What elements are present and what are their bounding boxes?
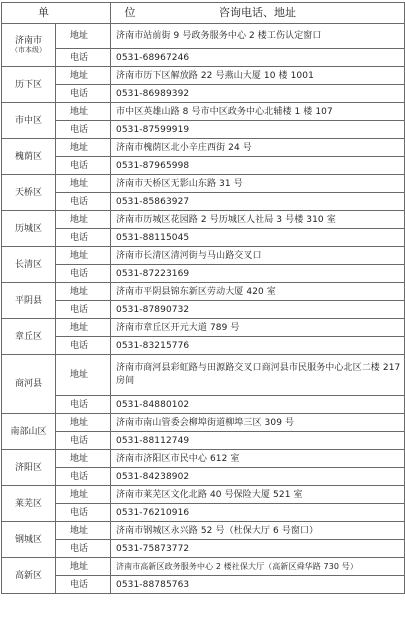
phone-value: 0531-68967246: [111, 49, 405, 67]
table-row: [2, 414, 405, 432]
table-row: [2, 522, 405, 540]
table-row: [2, 67, 405, 85]
address-label: 地址: [56, 103, 111, 121]
address-value: 济南市高新区政务服务中心 2 楼社保大厅（高新区舜华路 730 号）: [111, 558, 405, 576]
address-value: 济南市站前街 9 号政务服务中心 2 楼工伤认定窗口: [111, 24, 405, 49]
address-label: 地址: [56, 558, 111, 576]
district-label: 历城区: [14, 223, 42, 234]
phone-label: 电话: [56, 193, 111, 211]
phone-label: 电话: [56, 432, 111, 450]
address-value: 济南市济阳区市民中心 612 室: [111, 450, 405, 468]
address-value: 济南市商河县彩虹路与田源路交叉口商河县市民服务中心北区二楼 217 房间: [111, 355, 405, 396]
phone-value: 0531-87223169: [111, 265, 405, 283]
table-row: [2, 175, 405, 193]
address-value: 济南市南山管委会柳埠街道柳埠三区 309 号: [111, 414, 405, 432]
table-row: [2, 211, 405, 229]
table-row: [2, 193, 405, 211]
table-row: [2, 450, 405, 468]
phone-label: 电话: [56, 157, 111, 175]
address-label: 地址: [56, 414, 111, 432]
table-row: [2, 540, 405, 558]
table-body: [2, 24, 405, 594]
district-name: [2, 319, 56, 355]
district-name: [2, 103, 56, 139]
phone-value: 0531-84238902: [111, 468, 405, 486]
header-unit: 单 位: [2, 3, 111, 24]
district-label: 平阴县: [14, 295, 42, 306]
address-label: 地址: [56, 24, 111, 49]
district-name: [2, 558, 56, 594]
table-row: [2, 432, 405, 450]
table-row: [2, 558, 405, 576]
district-name: [2, 24, 56, 67]
district-label: 长清区: [14, 259, 42, 270]
address-label: 地址: [56, 355, 111, 396]
phone-label: 电话: [56, 301, 111, 319]
table-row: [2, 486, 405, 504]
phone-label: 电话: [56, 504, 111, 522]
phone-label: 电话: [56, 540, 111, 558]
phone-value: 0531-83215776: [111, 337, 405, 355]
contact-directory: [1, 2, 404, 622]
district-name: [2, 247, 56, 283]
phone-value: 0531-87599919: [111, 121, 405, 139]
table-row: [2, 337, 405, 355]
phone-value: 0531-75873772: [111, 540, 405, 558]
address-label: 地址: [56, 211, 111, 229]
table-row: [2, 319, 405, 337]
phone-value: 0531-76210916: [111, 504, 405, 522]
address-label: 地址: [56, 522, 111, 540]
district-label: 市中区: [14, 115, 42, 126]
table-row: [2, 24, 405, 49]
phone-value: 0531-88115045: [111, 229, 405, 247]
table-row: [2, 121, 405, 139]
table-row: [2, 355, 405, 396]
table-row: [2, 265, 405, 283]
phone-value: 0531-86989392: [111, 85, 405, 103]
district-label: 南部山区: [10, 426, 47, 437]
phone-label: 电话: [56, 49, 111, 67]
address-value: 济南市章丘区开元大道 789 号: [111, 319, 405, 337]
phone-label: 电话: [56, 396, 111, 414]
district-label: 济南市: [14, 36, 42, 46]
phone-label: 电话: [56, 576, 111, 594]
district-name: [2, 175, 56, 211]
header-row: [2, 3, 405, 24]
district-label: 济阳区: [14, 462, 42, 473]
table-row: [2, 139, 405, 157]
table-row: [2, 504, 405, 522]
district-label: 天桥区: [14, 187, 42, 198]
address-label: 地址: [56, 486, 111, 504]
district-label: 商河县: [14, 379, 42, 389]
address-label: 地址: [56, 450, 111, 468]
district-name: [2, 486, 56, 522]
address-label: 地址: [56, 67, 111, 85]
district-name: [2, 211, 56, 247]
phone-label: 电话: [56, 229, 111, 247]
phone-value: 0531-88112749: [111, 432, 405, 450]
address-value: 济南市天桥区无影山东路 31 号: [111, 175, 405, 193]
table-row: [2, 247, 405, 265]
header-contact: 咨询电话、地址: [111, 3, 405, 24]
phone-label: 电话: [56, 265, 111, 283]
district-sublabel: （市本级）: [11, 46, 46, 54]
district-name: [2, 414, 56, 450]
address-label: 地址: [56, 283, 111, 301]
district-name: [2, 522, 56, 558]
phone-label: 电话: [56, 121, 111, 139]
table-row: [2, 85, 405, 103]
table-row: [2, 396, 405, 414]
district-label: 槐荫区: [14, 151, 42, 162]
address-value: 济南市莱芜区文化北路 40 号保险大厦 521 室: [111, 486, 405, 504]
district-label: 高新区: [14, 570, 42, 581]
district-name: [2, 67, 56, 103]
address-value: 济南市历下区解放路 22 号燕山大厦 10 楼 1001: [111, 67, 405, 85]
address-value: 济南市钢城区永兴路 52 号（杜保大厅 6 号窗口）: [111, 522, 405, 540]
address-value: 济南市长清区清河街与马山路交叉口: [111, 247, 405, 265]
district-name: [2, 355, 56, 414]
district-name: [2, 450, 56, 486]
address-label: 地址: [56, 139, 111, 157]
table-row: [2, 283, 405, 301]
table-row: [2, 157, 405, 175]
phone-label: 电话: [56, 85, 111, 103]
phone-value: 0531-88785763: [111, 576, 405, 594]
phone-value: 0531-87890732: [111, 301, 405, 319]
district-label: 莱芜区: [14, 498, 42, 509]
district-label: 历下区: [14, 79, 42, 90]
table-row: [2, 229, 405, 247]
district-label: 钢城区: [14, 534, 42, 545]
table-row: [2, 49, 405, 67]
address-value: 济南市槐荫区北小辛庄西街 24 号: [111, 139, 405, 157]
contact-table: [1, 2, 405, 594]
address-label: 地址: [56, 247, 111, 265]
address-label: 地址: [56, 319, 111, 337]
phone-value: 0531-85863927: [111, 193, 405, 211]
phone-label: 电话: [56, 337, 111, 355]
district-label: 章丘区: [14, 331, 42, 342]
address-label: 地址: [56, 175, 111, 193]
address-value: 济南市平阴县锦东新区劳动大厦 420 室: [111, 283, 405, 301]
district-name: [2, 283, 56, 319]
address-value: 济南市历城区花园路 2 号历城区人社局 3 号楼 310 室: [111, 211, 405, 229]
table-row: [2, 468, 405, 486]
table-row: [2, 301, 405, 319]
address-value: 市中区英雄山路 8 号市中区政务中心北辅楼 1 楼 107: [111, 103, 405, 121]
phone-value: 0531-84880102: [111, 396, 405, 414]
phone-label: 电话: [56, 468, 111, 486]
district-name: [2, 139, 56, 175]
table-row: [2, 576, 405, 594]
table-row: [2, 103, 405, 121]
phone-value: 0531-87965998: [111, 157, 405, 175]
